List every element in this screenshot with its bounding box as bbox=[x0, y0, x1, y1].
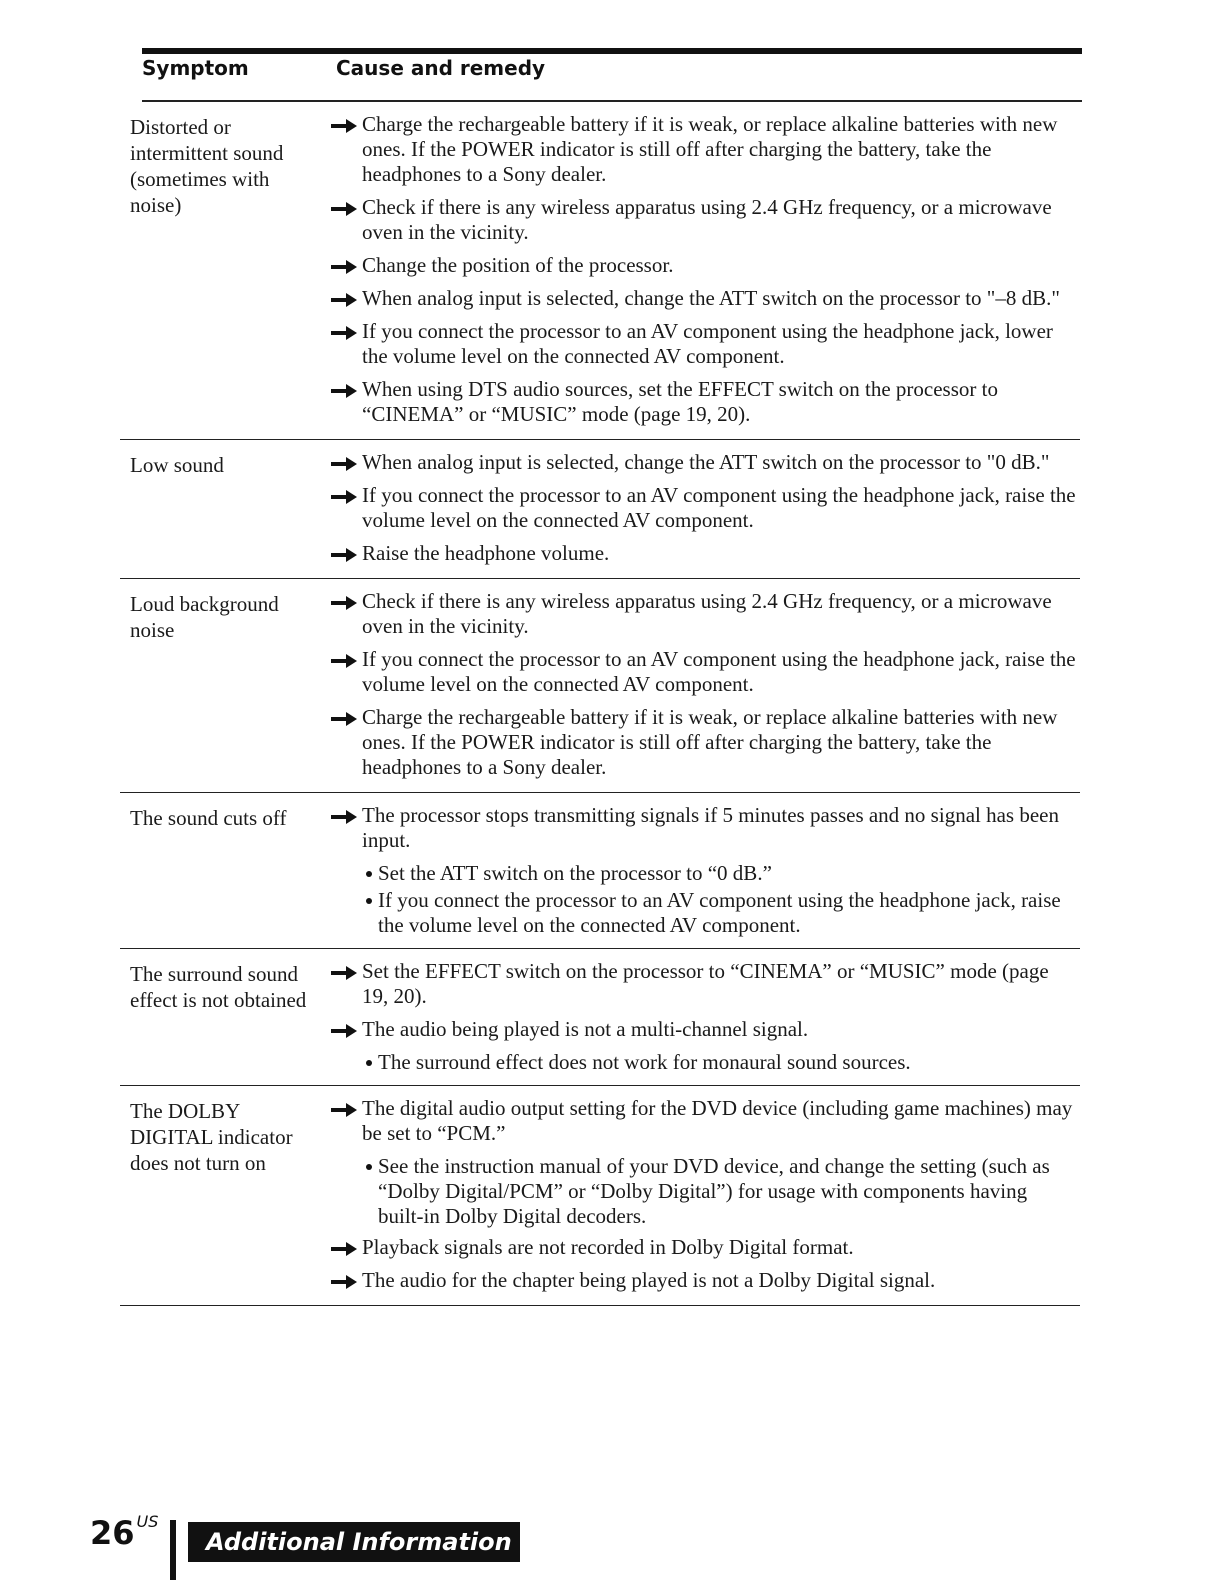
remedy-item bbox=[330, 1096, 1076, 1146]
remedy-item bbox=[330, 705, 1076, 780]
arrow-right-icon bbox=[330, 1272, 358, 1290]
symptom-text: The sound cuts off bbox=[130, 806, 287, 830]
symptom-text: Low sound bbox=[130, 453, 224, 477]
remedy-item bbox=[330, 195, 1076, 245]
remedy-item bbox=[330, 286, 1076, 311]
remedy-text: The processor stops transmitting signals if 5 minutes passes and no signal has been input. bbox=[362, 803, 1059, 852]
bullet-item: See the instruction manual of your DVD device, and change the setting (such as “Dolby Digital/PCM” or “Dolby Digital”) for usage with components having built-in Dolby Digital decoders. bbox=[330, 1154, 1076, 1229]
table-row bbox=[120, 578, 1080, 792]
remedy-item bbox=[330, 377, 1076, 427]
remedy-list bbox=[330, 959, 1076, 1075]
arrow-right-icon bbox=[330, 807, 358, 825]
remedy-item bbox=[330, 253, 1076, 278]
remedy-list bbox=[330, 450, 1076, 566]
remedy-text: Check if there is any wireless apparatus using 2.4 GHz frequency, or a microwave oven in the vicinity. bbox=[362, 589, 1052, 638]
symptom-text: The DOLBY DIGITAL indicator does not turn on bbox=[130, 1099, 293, 1175]
remedy-list bbox=[330, 112, 1076, 427]
top-rule bbox=[142, 48, 1082, 54]
remedy-item bbox=[330, 803, 1076, 853]
header-symptom: Symptom bbox=[142, 56, 249, 80]
remedy-text: The audio being played is not a multi-channel signal. bbox=[362, 1017, 809, 1041]
page-number-value: 26 bbox=[90, 1514, 135, 1552]
footer-divider bbox=[170, 1520, 176, 1580]
arrow-right-icon bbox=[330, 323, 358, 341]
bullet-list bbox=[330, 1154, 1076, 1229]
remedy-list bbox=[330, 803, 1076, 938]
remedy-item bbox=[330, 647, 1076, 697]
remedy-text: The digital audio output setting for the DVD device (including game machines) may be set to “PCM.” bbox=[362, 1096, 1073, 1145]
arrow-right-icon bbox=[330, 199, 358, 217]
remedy-text: Playback signals are not recorded in Dolby Digital format. bbox=[362, 1235, 854, 1259]
remedy-text: Check if there is any wireless apparatus using 2.4 GHz frequency, or a microwave oven in the vicinity. bbox=[362, 195, 1052, 244]
arrow-right-icon bbox=[330, 257, 358, 275]
arrow-right-icon bbox=[330, 593, 358, 611]
arrow-right-icon bbox=[330, 116, 358, 134]
remedy-item bbox=[330, 589, 1076, 639]
remedy-item bbox=[330, 541, 1076, 566]
symptom-text: Loud background noise bbox=[130, 592, 279, 642]
table-row bbox=[120, 1085, 1080, 1306]
remedy-text: Raise the headphone volume. bbox=[362, 541, 610, 565]
remedy-text: When analog input is selected, change the ATT switch on the processor to "0 dB." bbox=[362, 450, 1050, 474]
page-number-suffix: US bbox=[136, 1512, 159, 1531]
arrow-right-icon bbox=[330, 487, 358, 505]
arrow-right-icon bbox=[330, 651, 358, 669]
remedy-text: When analog input is selected, change the ATT switch on the processor to "–8 dB." bbox=[362, 286, 1060, 310]
symptom-text: Distorted or intermittent sound (sometimes with noise) bbox=[130, 115, 284, 217]
remedy-item bbox=[330, 450, 1076, 475]
bullet-list bbox=[330, 861, 1076, 938]
arrow-right-icon bbox=[330, 1239, 358, 1257]
remedy-text: Set the EFFECT switch on the processor to “CINEMA” or “MUSIC” mode (page 19, 20). bbox=[362, 959, 1049, 1008]
remedy-text: Change the position of the processor. bbox=[362, 253, 674, 277]
arrow-right-icon bbox=[330, 454, 358, 472]
remedy-text: When using DTS audio sources, set the EFFECT switch on the processor to “CINEMA” or “MUSIC” mode (page 19, 20). bbox=[362, 377, 998, 426]
remedy-list bbox=[330, 1096, 1076, 1293]
arrow-right-icon bbox=[330, 709, 358, 727]
bullet-item: Set the ATT switch on the processor to “0 dB.” bbox=[330, 861, 1076, 886]
remedy-text: Charge the rechargeable battery if it is weak, or replace alkaline batteries with new ones. If the POWER indicator is still off after charging the battery, take the headphones to a Sony dealer. bbox=[362, 112, 1058, 186]
remedy-list bbox=[330, 589, 1076, 780]
remedy-item bbox=[330, 112, 1076, 187]
remedy-text: If you connect the processor to an AV component using the headphone jack, raise the volume level on the connected AV component. bbox=[362, 483, 1076, 532]
remedy-text: The audio for the chapter being played is not a Dolby Digital signal. bbox=[362, 1268, 936, 1292]
arrow-right-icon bbox=[330, 1021, 358, 1039]
remedy-item bbox=[330, 1268, 1076, 1293]
bullet-list bbox=[330, 1050, 1076, 1075]
bullet-item: The surround effect does not work for monaural sound sources. bbox=[330, 1050, 1076, 1075]
arrow-right-icon bbox=[330, 1100, 358, 1118]
remedy-text: If you connect the processor to an AV component using the headphone jack, lower the volume level on the connected AV component. bbox=[362, 319, 1053, 368]
arrow-right-icon bbox=[330, 290, 358, 308]
remedy-item bbox=[330, 483, 1076, 533]
arrow-right-icon bbox=[330, 545, 358, 563]
troubleshooting-table bbox=[120, 102, 1080, 1306]
table-row bbox=[120, 102, 1080, 439]
remedy-item bbox=[330, 1017, 1076, 1042]
symptom-text: The surround sound effect is not obtained bbox=[130, 962, 307, 1012]
arrow-right-icon bbox=[330, 963, 358, 981]
table-row bbox=[120, 792, 1080, 948]
table-row bbox=[120, 439, 1080, 578]
bullet-item: If you connect the processor to an AV component using the headphone jack, raise the volume level on the connected AV component. bbox=[330, 888, 1076, 938]
remedy-text: If you connect the processor to an AV component using the headphone jack, raise the volume level on the connected AV component. bbox=[362, 647, 1076, 696]
arrow-right-icon bbox=[330, 381, 358, 399]
remedy-item bbox=[330, 959, 1076, 1009]
remedy-text: Charge the rechargeable battery if it is weak, or replace alkaline batteries with new ones. If the POWER indicator is still off after charging the battery, take the headphones to a Sony dealer. bbox=[362, 705, 1058, 779]
header-cause-remedy: Cause and remedy bbox=[336, 56, 546, 80]
remedy-item bbox=[330, 319, 1076, 369]
table-row bbox=[120, 948, 1080, 1085]
remedy-item bbox=[330, 1235, 1076, 1260]
page-number bbox=[90, 1514, 158, 1552]
section-label: Additional Information bbox=[188, 1522, 520, 1562]
